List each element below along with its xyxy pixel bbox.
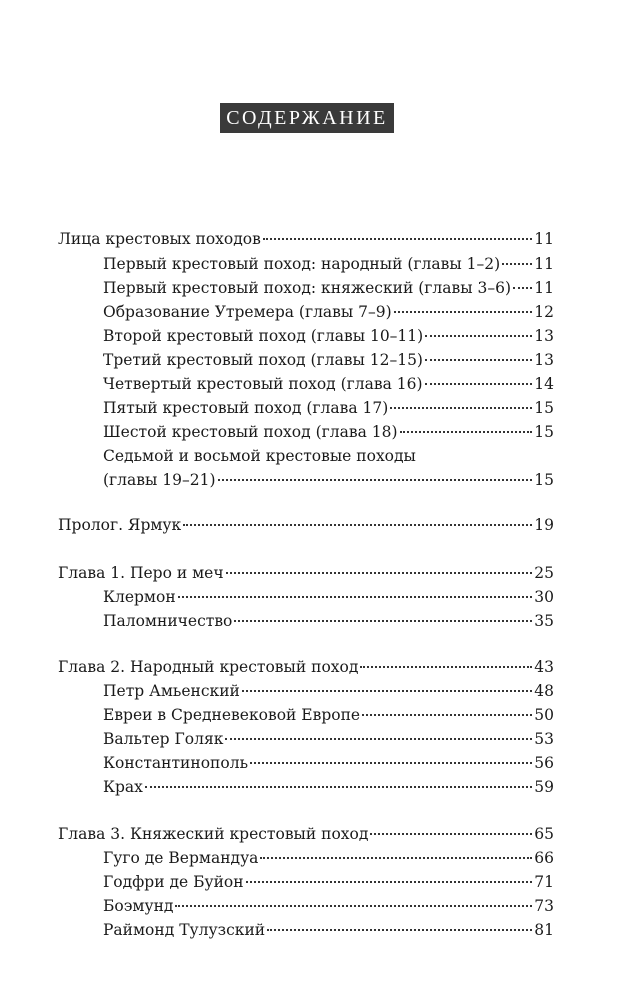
toc-entry-label: Глава 2. Народный крестовый поход [58,658,359,676]
toc-entry-page: 59 [534,778,554,796]
toc-entry[interactable] [103,728,554,750]
toc-entry-page: 71 [534,873,554,891]
toc-entry-label: Второй крестовый поход (главы 10–11) [103,327,424,345]
toc-entry-page: 35 [534,612,554,630]
toc-leader-dots [425,359,532,361]
toc-entry-page: 13 [534,351,554,369]
toc-entry-label: Боэмунд [103,897,174,915]
toc-entry[interactable] [103,680,554,702]
toc-entry[interactable] [103,445,554,467]
toc-entry-page: 15 [534,423,554,441]
toc-leader-dots [425,383,533,385]
toc-leader-dots [400,431,533,433]
toc-entry-label: Третий крестовый поход (главы 12–15) [103,351,423,369]
toc-leader-dots [183,524,532,526]
toc-leader-dots [362,714,532,716]
toc-entry-page: 19 [534,516,554,534]
toc-leader-dots [175,905,532,907]
toc-leader-dots [225,738,532,740]
toc-entry-page: 48 [534,682,554,700]
toc-leader-dots [145,786,532,788]
toc-entry-page: 56 [534,754,554,772]
toc-entry-page: 25 [534,564,554,582]
toc-entry-label: Четвертый крестовый поход (глава 16) [103,375,423,393]
toc-leader-dots [246,881,533,883]
toc-entry[interactable] [103,325,554,347]
toc-entry-page: 66 [534,849,554,867]
toc-entry-label: Годфри де Буйон [103,873,244,891]
toc-leader-dots [425,335,532,337]
toc-entry[interactable] [58,514,554,536]
toc-entry-page: 11 [534,279,554,297]
toc-leader-dots [218,479,533,481]
toc-entry[interactable] [103,610,554,632]
toc-entry-page: 13 [534,327,554,345]
toc-leader-dots [178,596,533,598]
toc-entry[interactable] [58,228,554,250]
toc-leader-dots [234,620,532,622]
toc-entry[interactable] [103,349,554,371]
toc-entry-page: 11 [534,255,554,273]
toc-entry[interactable] [103,871,554,893]
toc-entry[interactable] [103,373,554,395]
toc-entry-label: Пятый крестовый поход (глава 17) [103,399,389,417]
toc-entry-label: Образование Утремера (главы 7–9) [103,303,392,321]
toc-entry-label: Первый крестовый поход: народный (главы 1–2) [103,255,501,273]
toc-entry[interactable] [103,301,554,323]
toc-leader-dots [394,311,533,313]
toc-leader-dots [267,929,532,931]
toc-entry-label: Петр Амьенский [103,682,240,700]
toc-leader-dots [260,857,532,859]
toc-entry[interactable] [58,823,554,845]
toc-entry-label: Гуго де Вермандуа [103,849,259,867]
toc-entry[interactable] [103,895,554,917]
toc-entry-page: 12 [534,303,554,321]
toc-leader-dots [226,572,533,574]
toc-entry[interactable] [103,704,554,726]
toc-entry[interactable] [103,397,554,419]
toc-leader-dots [370,833,532,835]
toc-leader-dots [250,762,532,764]
toc-entry[interactable] [103,776,554,798]
toc-entry-label: Лица крестовых походов [58,230,261,248]
toc-entry-page: 11 [534,230,554,248]
toc-entry[interactable] [103,253,554,275]
toc-entry-label: Пролог. Ярмук [58,516,182,534]
toc-entry[interactable] [103,752,554,774]
toc-entry[interactable] [58,562,554,584]
toc-leader-dots [242,690,532,692]
toc-entry[interactable] [103,586,554,608]
toc-entry-page: 73 [534,897,554,915]
toc-leader-dots [513,287,532,289]
toc-entry-label: Крах [103,778,143,796]
toc-entry-page: 15 [534,471,554,489]
toc-entry-label: Шестой крестовый поход (глава 18) [103,423,398,441]
toc-leader-dots [502,263,532,265]
toc-entry[interactable] [58,656,554,678]
toc-entry-page: 50 [534,706,554,724]
toc-entry-label: (главы 19–21) [103,471,216,489]
toc-entry-page: 81 [534,921,554,939]
toc-leader-dots [360,666,532,668]
toc-entry-page: 43 [534,658,554,676]
toc-entry-label: Седьмой и восьмой крестовые походы [103,447,416,465]
toc-entry-label: Глава 1. Перо и меч [58,564,224,582]
toc-entry[interactable] [103,847,554,869]
toc-entry-label: Раймонд Тулузский [103,921,266,939]
toc-entry-label: Клермон [103,588,176,606]
toc-entry-label: Константинополь [103,754,249,772]
toc-entry-page: 15 [534,399,554,417]
toc-entry-label: Первый крестовый поход: княжеский (главы 3–6) [103,279,512,297]
toc-entry[interactable] [103,919,554,941]
toc-entry[interactable] [103,421,554,443]
toc-entry-label: Вальтер Голяк [103,730,224,748]
toc-entry-page: 65 [534,825,554,843]
toc-entry-label: Евреи в Средневековой Европе [103,706,361,724]
toc-entry[interactable] [103,469,554,491]
toc-entry-page: 30 [534,588,554,606]
toc-entry-page: 53 [534,730,554,748]
page-title: СОДЕРЖАНИЕ [220,103,394,133]
toc-entry-page: 14 [534,375,554,393]
toc-entry-label: Паломничество [103,612,233,630]
toc-leader-dots [263,238,532,240]
toc-leader-dots [390,407,532,409]
toc-entry[interactable] [103,277,554,299]
toc-entry-label: Глава 3. Княжеский крестовый поход [58,825,369,843]
